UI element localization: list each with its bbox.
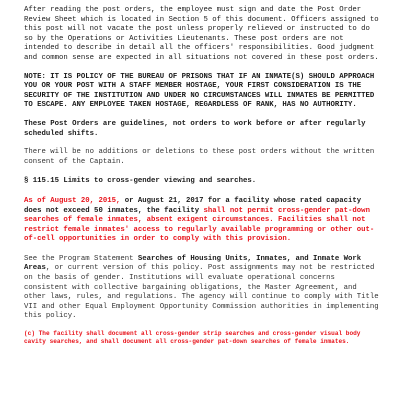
- program-statement-title: Searches of Housing Units, Inmates, and Inmate Work Areas: [24, 254, 362, 273]
- program-statement-body: , or current version of this policy. Post assignments may not be restricted on the basis of gender. Institutions will evaluate operational concerns consistent with collective bargaining obligations, the Master Agreement, and other laws, rules, and regulations. The agency will continue to comply with Title VII and other Equal Employment Opportunity Commission authorities in implementing this policy.: [24, 264, 379, 321]
- no-additions-statement: There will be no additions or deletions to these post orders without the written consent of the Captain.: [24, 148, 375, 166]
- guidelines-statement: These Post Orders are guidelines, not orders to work before or after regularly scheduled shifts.: [24, 119, 366, 138]
- post-order-instructions: After reading the post orders, the employee must sign and date the Post Order Review Sheet which is located in Section 5 of this document. Officers assigned to this post will not vacate the post unless properly relieved or instructed to do so by the Operations or Activities Lieutenants. These post orders are not intended to describe in detail all the officers' responsibilities. Good judgment and common sense are expected in all situations not covered in these post orders.: [24, 6, 379, 62]
- program-statement-paragraph: [24, 255, 382, 322]
- pat-down-restriction: shall not permit cross-gender pat-down searches of female inmates, absent exigent circumstances. Facilities shall not restrict female inmates' access to regularly available programming or other out-of-cell opportunities in order to comply with this provision.: [24, 206, 375, 244]
- documentation-requirement: (c) The facility shall document all cross-gender strip searches and cross-gender visual body cavity searches, and shall document all cross-gender pat-down searches of female inmates.: [24, 330, 361, 345]
- effective-date: As of August 20, 2015,: [24, 196, 121, 205]
- hostage-policy-note: NOTE: IT IS POLICY OF THE BUREAU OF PRISONS THAT IF AN INMATE(S) SHOULD APPROACH YOU OR YOUR POST WITH A STAFF MEMBER HOSTAGE, YOUR FIRST CONSIDERATION IS THE SECURITY OF THE INSTITUTION AND UNDER NO CIRCUMSTANCES WILL INMATES BE PERMITTED TO ESCAPE. ANY EMPLOYEE TAKEN HOSTAGE, REGARDLESS OF RANK, HAS NO AUTHORITY.: [24, 72, 375, 110]
- program-statement-lead: See the Program Statement: [24, 254, 138, 263]
- cross-gender-paragraph: [24, 197, 382, 245]
- capacity-clause: or August 21, 2017 for a facility whose rated capacity does not exceed 50 inmates, the facility: [24, 196, 362, 215]
- section-heading: § 115.15 Limits to cross-gender viewing and searches.: [24, 177, 257, 186]
